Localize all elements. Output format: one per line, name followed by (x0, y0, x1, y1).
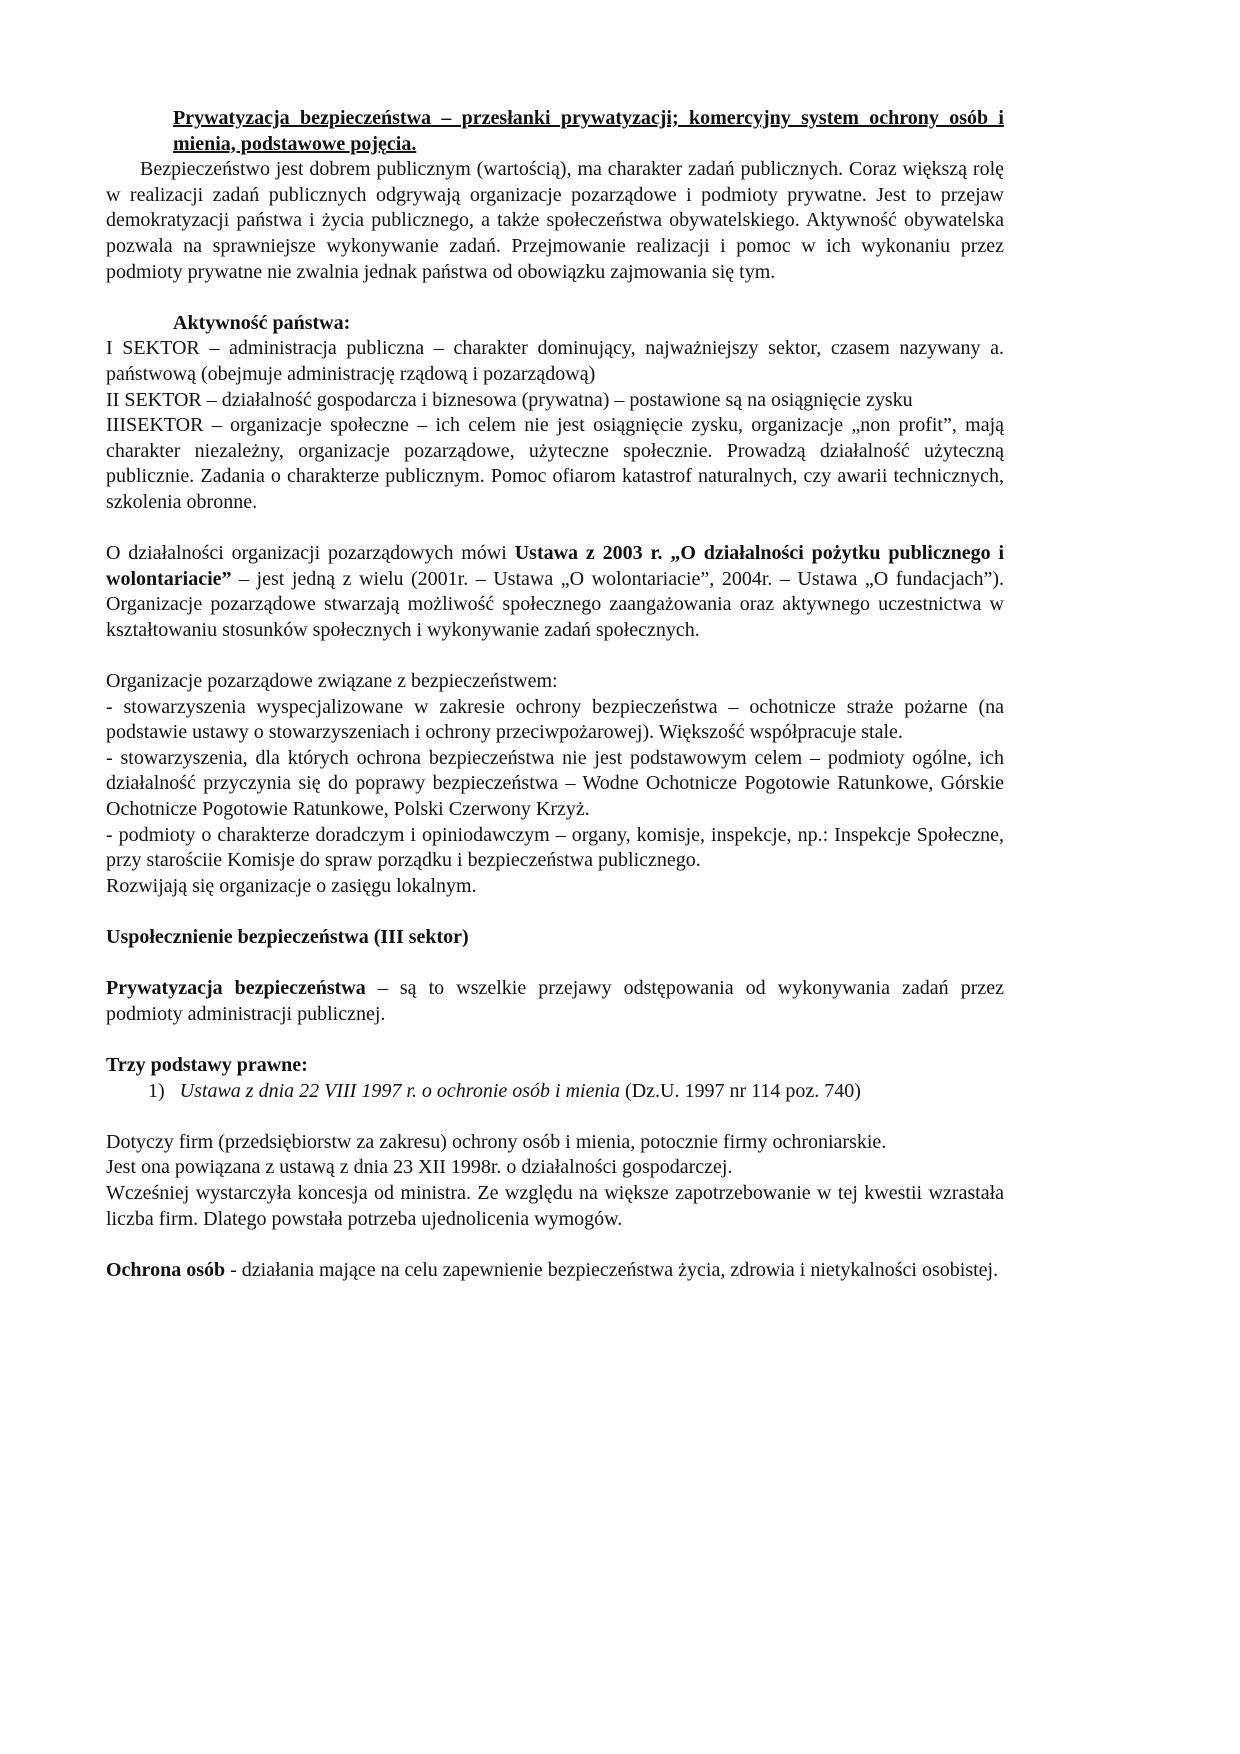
firms-line-2: Jest ona powiązana z ustawą z dnia 23 XII 1998r. o działalności gospodarczej. (106, 1156, 733, 1179)
legal-basis-item-1 (106, 1079, 1004, 1105)
privatization-text: – są to wszelkie przejawy odstępowania od wykonywania zadań przez podmioty administracji publicznej. (106, 977, 1005, 1025)
sector-1-paragraph: I SEKTOR – administracja publiczna – charakter dominujący, najważniejszy sektor, czasem nazywany a. państwową (obejmuje administrację rządową i pozarządową) (106, 337, 1004, 385)
legal-bases-heading: Trzy podstawy prawne: (106, 1053, 308, 1076)
firms-line-1: Dotyczy firm (przedsiębiorstw za zakresu) ochrony osób i mienia, potocznie firmy ochroniarskie. (106, 1130, 887, 1153)
ngo-law-paragraph (106, 541, 1004, 643)
spacer (106, 285, 1004, 311)
ngo-law-rest: – jest jedną z wielu (2001r. – Ustawa „O wolontariacie”, 2004r. – Ustawa „O fundacjach”). Organizacje pozarządowe stwarzają możliwość społecznego zaangażowania oraz aktywnego uczestnictwa w kształtowaniu stosunków społecznych i wykonywanie zadań społecznych. (106, 567, 1004, 641)
spacer (106, 1104, 1004, 1130)
spacer (106, 516, 1004, 542)
sector-3-paragraph: IIISEKTOR – organizacje społeczne – ich celem nie jest osiągnięcie zysku, organizacje „non profit”, mają charakter niezależny, organizacje pozarządowe, użyteczne społecznie. Prowadzą działalność użyteczną publicznie. Zadania o charakterze publicznym. Pomoc ofiarom katastrof naturalnych, czy awarii technicznych, szkolenia obronne. (106, 414, 1004, 513)
list-number: 1) (148, 1079, 165, 1102)
legal-basis-title: Ustawa z dnia 22 VIII 1997 r. o ochronie osób i mienia (179, 1079, 621, 1102)
spacer (106, 899, 1004, 925)
privatization-definition (106, 976, 1004, 1027)
privatization-term: Prywatyzacja bezpieczeństwa (106, 977, 366, 1000)
person-protection-text: - działania mające na celu zapewnienie bezpieczeństwa życia, zdrowia i nietykalności osobistej. (225, 1258, 999, 1281)
spacer (106, 643, 1004, 669)
state-activity-heading: Aktywność państwa: (173, 311, 351, 334)
spacer (106, 1232, 1004, 1258)
sector-2-paragraph: II SEKTOR – działalność gospodarcza i biznesowa (prywatna) – postawione są na osiągnięcie zysku (106, 388, 913, 411)
socialization-heading: Uspołecznienie bezpieczeństwa (III sektor) (106, 926, 469, 948)
document-page (106, 106, 1004, 1283)
legal-basis-citation: (Dz.U. 1997 nr 114 poz. 740) (620, 1079, 861, 1102)
document-title: Prywatyzacja bezpieczeństwa – przesłanki prywatyzacji; komercyjny system ochrony osób i mienia, podstawowe pojęcia. (173, 107, 1004, 155)
ngo-security-item-2: - stowarzyszenia, dla których ochrona bezpieczeństwa nie jest podstawowym celem – podmioty ogólne, ich działalność przyczynia się do poprawy bezpieczeństwa – Wodne Ochotnicze Pogotowie Ratunkowe, Górskie Ochotnicze Pogotowie Ratunkowe, Polski Czerwony Krzyż. (106, 746, 1004, 821)
person-protection-term: Ochrona osób (106, 1258, 226, 1281)
intro-paragraph: Bezpieczeństwo jest dobrem publicznym (wartością), ma charakter zadań publicznych. Coraz większą rolę w realizacji zadań publicznych odgrywają organizacje pozarządowe i podmioty prywatne. Jest to przejaw demokratyzacji państwa i życia publicznego, a także społeczeństwa obywatelskiego. Aktywność obywatelska pozwala na sprawniejsze wykonywanie zadań. Przejmowanie realizacji i pomoc w ich wykonaniu przez podmioty prywatne nie zwalnia jednak państwa od obowiązku zajmowania się tym. (106, 158, 1004, 283)
ngo-security-closing: Rozwijają się organizacje o zasięgu lokalnym. (106, 874, 477, 897)
spacer (106, 951, 1004, 977)
person-protection-definition (106, 1258, 1004, 1284)
ngo-security-heading: Organizacje pozarządowe związane z bezpieczeństwem: (106, 670, 558, 693)
ngo-law-lead: O działalności organizacji pozarządowych mówi (106, 542, 515, 565)
firms-line-3: Wcześniej wystarczyła koncesja od ministra. Ze względu na większe zapotrzebowanie w tej kwestii wzrastała liczba firm. Dlatego powstała potrzeba ujednolicenia wymogów. (106, 1181, 1004, 1230)
ngo-security-item-3: - podmioty o charakterze doradczym i opiniodawczym – organy, komisje, inspekcje, np.: Inspekcje Społeczne, przy starościie Komisje do spraw porządku i bezpieczeństwa publicznego. (106, 823, 1004, 872)
ngo-law-title: Ustawa z 2003 r. „O działalności pożytku publicznego i wolontariacie” (106, 542, 1005, 590)
spacer (106, 1027, 1004, 1053)
ngo-security-item-1: - stowarzyszenia wyspecjalizowane w zakresie ochrony bezpieczeństwa – ochotnicze straże pożarne (na podstawie ustawy o stowarzyszeniach i ochrony przeciwpożarowej). Większość współpracuje stale. (106, 695, 1004, 744)
